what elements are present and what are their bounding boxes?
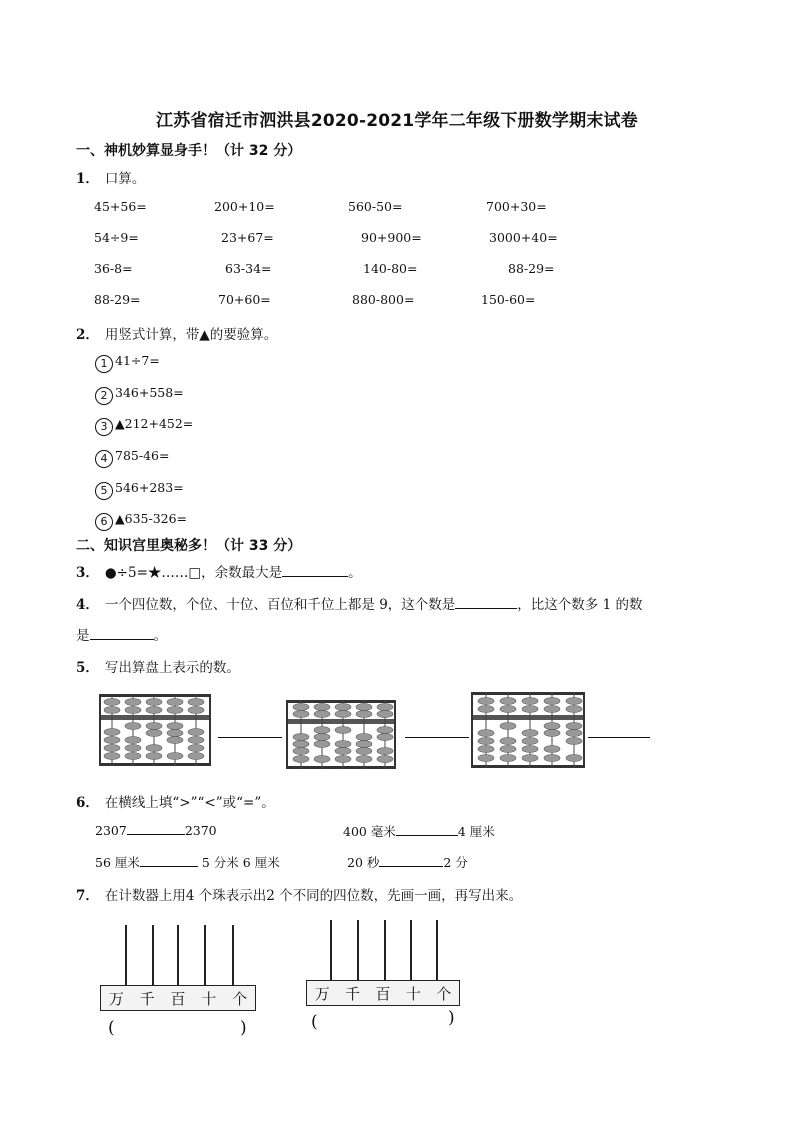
counter-rod[interactable]: [125, 925, 127, 985]
calc-4-4: 150-60=: [481, 292, 536, 307]
circled-number: 5: [95, 482, 113, 500]
question-text-cont: ，比这个数多 1 的数: [517, 597, 643, 613]
question-text: 一个四位数，个位、十位、百位和千位上都是 9，这个数是: [104, 597, 456, 613]
answer-blank[interactable]: [282, 564, 348, 577]
place-label: 十: [405, 984, 421, 1003]
abacus-2: [285, 697, 397, 773]
question-number: 6．: [76, 795, 99, 811]
calc-3-1: 36-8=: [94, 261, 133, 276]
question-1: [76, 167, 145, 187]
vertical-calc-1: [95, 353, 160, 373]
answer-paren-open: (: [108, 1018, 115, 1038]
counter-rod[interactable]: [330, 920, 332, 980]
calc-3-2: 63-34=: [225, 261, 272, 276]
calc-1-4: 700+30=: [486, 199, 547, 214]
compare-blank[interactable]: [379, 854, 443, 867]
question-4-line2: [76, 624, 167, 644]
calc-1-3: 560-50=: [348, 199, 403, 214]
place-label: 百: [375, 984, 391, 1003]
counter-2: [304, 920, 464, 1035]
abacus-3-answer-line[interactable]: [588, 737, 650, 738]
compare-left: 56 厘米: [95, 855, 140, 870]
answer-paren-close: ): [448, 1008, 455, 1028]
question-number: 5．: [76, 660, 99, 676]
counter-base: [100, 985, 256, 1011]
question-number: 7．: [76, 888, 99, 904]
question-text: ●÷5=★……□，余数最大是: [104, 565, 283, 581]
question-7: [76, 884, 522, 904]
vertical-calc-expr: 546+283=: [115, 480, 184, 495]
abacus-3: [470, 688, 586, 772]
section-2-heading: 二、知识宫里奥秘多！（计 33 分）: [76, 538, 302, 554]
place-label: 十: [201, 989, 217, 1008]
vertical-calc-4: [95, 448, 169, 468]
compare-left: 2307: [95, 823, 127, 838]
counter-base: [306, 980, 460, 1006]
compare-4: [347, 853, 468, 871]
calc-4-3: 880-800=: [352, 292, 415, 307]
question-number: 1．: [76, 171, 99, 187]
place-label: 千: [139, 989, 155, 1008]
counter-rod[interactable]: [410, 920, 412, 980]
place-label: 个: [232, 989, 248, 1008]
question-text-end: 。: [153, 628, 167, 644]
compare-right: 5 分米 6 厘米: [197, 855, 280, 870]
vertical-calc-6: [95, 511, 187, 531]
compare-left: 20 秒: [347, 855, 380, 870]
compare-blank[interactable]: [127, 822, 185, 835]
question-text: 在横线上填“>”“<”或“=”。: [104, 795, 275, 811]
circled-number: 1: [95, 355, 113, 373]
vertical-calc-2: [95, 385, 184, 405]
answer-blank[interactable]: [90, 627, 154, 640]
calc-4-2: 70+60=: [218, 292, 271, 307]
question-5: [76, 656, 240, 676]
calc-3-4: 88-29=: [508, 261, 555, 276]
vertical-calc-5: [95, 480, 184, 500]
question-text: 写出算盘上表示的数。: [104, 660, 240, 676]
vertical-calc-expr: 41÷7=: [115, 353, 160, 368]
calc-2-1: 54÷9=: [94, 230, 139, 245]
place-label: 个: [436, 984, 452, 1003]
question-number: 2．: [76, 327, 99, 343]
vertical-calc-expr: ▲635-326=: [115, 511, 188, 526]
question-number: 4．: [76, 597, 99, 613]
compare-2: [343, 822, 495, 840]
question-text: 在计数器上用4 个珠表示出2 个不同的四位数，先画一画，再写出来。: [104, 888, 523, 904]
question-text-end: 。: [348, 565, 362, 581]
answer-paren-open: (: [311, 1012, 318, 1032]
compare-left: 400 毫米: [343, 824, 396, 839]
place-label: 万: [314, 984, 330, 1003]
compare-3: [95, 853, 280, 871]
page-title: 江苏省宿迁市泗洪县2020-2021学年二年级下册数学期末试卷: [156, 111, 638, 131]
abacus-2-answer-line[interactable]: [405, 737, 469, 738]
abacus-1-answer-line[interactable]: [218, 737, 282, 738]
place-label: 百: [170, 989, 186, 1008]
counter-rod[interactable]: [204, 925, 206, 985]
answer-paren-close: ): [240, 1018, 247, 1038]
question-text: 是: [76, 628, 90, 644]
question-text: 口算。: [104, 171, 146, 187]
counter-1: [98, 925, 258, 1043]
circled-number: 4: [95, 450, 113, 468]
place-label: 万: [108, 989, 124, 1008]
question-3: [76, 561, 362, 581]
calc-4-1: 88-29=: [94, 292, 141, 307]
vertical-calc-expr: 346+558=: [115, 385, 184, 400]
calc-3-3: 140-80=: [363, 261, 418, 276]
question-6: [76, 791, 275, 811]
vertical-calc-expr: 785-46=: [115, 448, 170, 463]
compare-right: 2370: [184, 823, 217, 838]
section-1-heading: 一、神机妙算显身手！（计 32 分）: [76, 143, 302, 159]
calc-2-4: 3000+40=: [489, 230, 558, 245]
circled-number: 3: [95, 418, 113, 436]
calc-1-2: 200+10=: [214, 199, 275, 214]
answer-blank[interactable]: [455, 596, 517, 609]
calc-1-1: 45+56=: [94, 199, 147, 214]
counter-rod[interactable]: [357, 920, 359, 980]
compare-1: [95, 822, 217, 838]
compare-right: 4 厘米: [457, 824, 495, 839]
counter-rod[interactable]: [384, 920, 386, 980]
circled-number: 2: [95, 387, 113, 405]
compare-blank[interactable]: [140, 854, 198, 867]
question-text: 用竖式计算，带▲的要验算。: [104, 327, 278, 343]
counter-rod[interactable]: [152, 925, 154, 985]
vertical-calc-3: [95, 416, 193, 436]
vertical-calc-expr: ▲212+452=: [115, 416, 194, 431]
counter-rod[interactable]: [232, 925, 234, 985]
abacus-1: [98, 690, 212, 770]
calc-2-2: 23+67=: [221, 230, 274, 245]
counter-rod[interactable]: [177, 925, 179, 985]
question-2: [76, 323, 277, 343]
compare-blank[interactable]: [396, 823, 458, 836]
calc-2-3: 90+900=: [361, 230, 422, 245]
counter-rod[interactable]: [436, 920, 438, 980]
circled-number: 6: [95, 513, 113, 531]
question-4: [76, 593, 642, 613]
question-number: 3．: [76, 565, 99, 581]
compare-right: 2 分: [443, 855, 468, 870]
place-label: 千: [345, 984, 361, 1003]
